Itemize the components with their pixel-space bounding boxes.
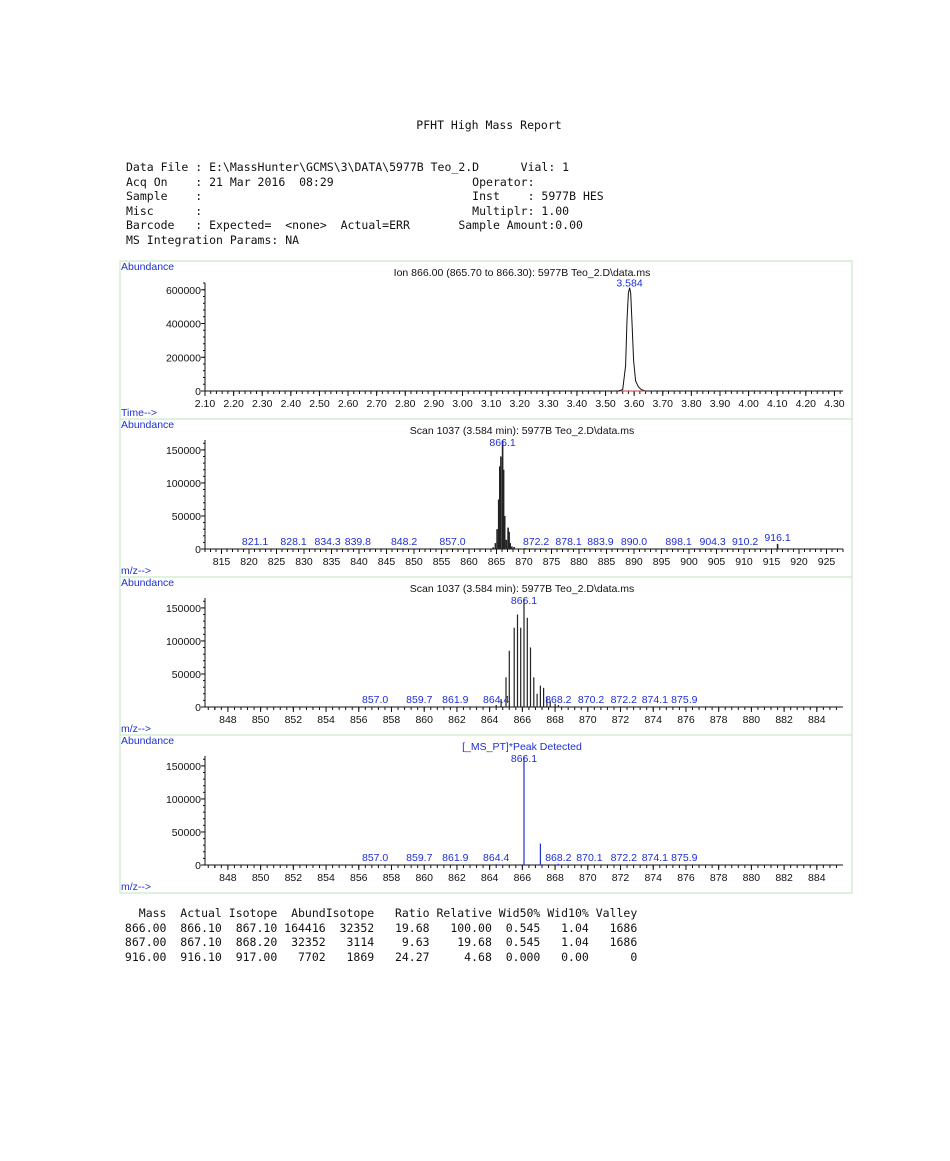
peak-label: 848.2: [390, 536, 418, 548]
x-tick-label: 882: [775, 872, 793, 884]
x-tick-label: 2.60: [337, 398, 359, 410]
chart-panel-1: [120, 261, 852, 419]
chart-frame: [120, 419, 852, 577]
y-axis-label: Abundance: [121, 261, 175, 273]
x-tick-label: 3.50: [595, 398, 616, 410]
spectrum-bar: [511, 546, 513, 549]
peak-label: 834.3: [314, 536, 341, 548]
peak-label: 872.2: [610, 852, 637, 864]
spectrum-bar: [520, 628, 521, 707]
x-axis-label: m/z-->: [121, 881, 152, 893]
spectrum-bar: [504, 516, 506, 549]
x-tick-label: 815: [212, 556, 231, 568]
x-tick-label: 915: [762, 556, 781, 568]
results-table-row: 867.00 867.10 868.20 32352 3114 9.63 19.68 0.545 1.04 1686: [118, 935, 638, 949]
x-tick-label: 858: [382, 872, 401, 884]
x-tick-label: 862: [448, 872, 466, 884]
spectrum-bar: [623, 865, 624, 866]
x-tick-label: 4.10: [766, 398, 788, 410]
x-tick-label: 3.30: [538, 398, 559, 410]
spectrum-bar: [517, 615, 518, 708]
y-tick-label: 0: [195, 386, 201, 398]
y-tick-label: 0: [195, 860, 201, 872]
x-tick-label: 2.50: [309, 398, 330, 410]
x-tick-label: 830: [295, 556, 313, 568]
x-tick-label: 872: [611, 872, 630, 884]
x-tick-label: 820: [240, 556, 258, 568]
peak-label: 857.0: [439, 536, 466, 548]
peak-label: 857.0: [361, 694, 389, 706]
peak-label: 828.1: [280, 536, 307, 548]
x-tick-label: 850: [405, 556, 423, 568]
tic-trace: [205, 288, 843, 391]
y-tick-label: 50000: [171, 826, 201, 839]
peak-label: 859.7: [406, 694, 433, 706]
x-axis-label: Time-->: [121, 407, 158, 419]
x-tick-label: 880: [742, 872, 761, 884]
x-tick-label: 874: [644, 714, 663, 726]
peak-label: 857.0: [361, 852, 389, 864]
peak-label: 910.2: [731, 536, 759, 548]
x-tick-label: 866: [513, 872, 532, 884]
x-tick-label: 3.70: [652, 398, 673, 410]
peak-label: 904.3: [699, 536, 726, 548]
x-tick-label: 2.40: [280, 398, 302, 410]
x-tick-label: 850: [251, 872, 270, 884]
x-tick-label: 845: [377, 556, 396, 568]
x-tick-label: 880: [742, 714, 761, 726]
chart-frame: [120, 735, 852, 893]
spectrum-bar: [537, 694, 538, 707]
peak-label: 861.9: [442, 852, 469, 864]
x-tick-label: 876: [677, 714, 695, 726]
x-tick-label: 3.10: [480, 398, 502, 410]
y-tick-label: 600000: [165, 284, 201, 297]
x-tick-label: 878: [709, 714, 728, 726]
spectrum-bar: [523, 598, 524, 707]
x-tick-label: 3.90: [709, 398, 731, 410]
chart-title: Scan 1037 (3.584 min): 5977B Teo_2.D\data.ms: [409, 425, 635, 437]
x-tick-label: 884: [808, 872, 826, 884]
chart-title: Scan 1037 (3.584 min): 5977B Teo_2.D\data.ms: [409, 583, 635, 595]
x-tick-label: 2.10: [194, 398, 216, 410]
x-tick-label: 866: [513, 714, 532, 726]
header-line-ms-params: MS Integration Params: NA: [126, 232, 300, 247]
x-tick-label: 910: [735, 556, 753, 568]
x-tick-label: 852: [284, 872, 303, 884]
x-tick-label: 860: [460, 556, 478, 568]
x-axis-label: m/z-->: [121, 723, 152, 735]
x-tick-label: 868: [546, 714, 564, 726]
y-tick-label: 150000: [165, 760, 201, 773]
peak-label: 866.1: [510, 595, 538, 607]
x-tick-label: 858: [382, 714, 401, 726]
spectrum-bar: [543, 688, 544, 707]
spectrum-bar: [527, 618, 528, 707]
spectrum-bar: [523, 756, 524, 865]
peak-label: 821.1: [241, 536, 269, 548]
x-tick-label: 856: [350, 872, 368, 884]
spectrum-bar: [540, 686, 541, 707]
spectrum-bar: [496, 529, 498, 549]
x-tick-label: 2.80: [395, 398, 416, 410]
y-tick-label: 200000: [165, 352, 201, 365]
peak-label: 864.4: [483, 694, 510, 706]
x-tick-label: 840: [350, 556, 368, 568]
x-tick-label: 925: [817, 556, 836, 568]
x-tick-label: 848: [219, 872, 237, 884]
x-tick-label: 855: [432, 556, 451, 568]
peak-label: 861.9: [442, 694, 469, 706]
spectrum-bar: [455, 707, 456, 708]
results-table-row: 866.00 866.10 867.10 164416 32352 19.68 100.00 0.545 1.04 1686: [118, 920, 638, 935]
x-tick-label: 3.60: [623, 398, 645, 410]
y-tick-label: 100000: [165, 635, 201, 648]
peak-label: 890.0: [620, 536, 648, 548]
report-title: PFHT High Mass Report: [416, 118, 562, 132]
x-tick-label: 4.20: [795, 398, 817, 410]
y-tick-label: 100000: [165, 477, 201, 490]
y-axis-label: Abundance: [121, 735, 175, 747]
spectrum-bar: [495, 543, 497, 549]
x-tick-label: 2.20: [223, 398, 244, 410]
results-table: [118, 906, 637, 964]
x-tick-label: 882: [775, 714, 793, 726]
header-line-barcode: Barcode : Expected= <none> Actual=ERR Sample Amount:0.00: [126, 218, 583, 232]
peak-label: 870.2: [577, 694, 605, 706]
x-tick-label: 2.70: [366, 398, 387, 410]
peak-label: 878.1: [555, 536, 582, 548]
y-axis-label: Abundance: [121, 419, 175, 431]
spectrum-bar: [496, 864, 497, 865]
x-tick-label: 876: [677, 872, 695, 884]
header-line-sample: Sample : Inst : 5977B HES: [126, 189, 604, 203]
chart-title: Ion 866.00 (865.70 to 866.30): 5977B Teo_2.D\data.ms: [393, 267, 651, 279]
x-tick-label: 848: [219, 714, 237, 726]
peak-label: 916.1: [764, 532, 791, 544]
x-tick-label: 868: [546, 872, 564, 884]
x-tick-label: 900: [680, 556, 698, 568]
header-line-data-file: Data File : E:\MassHunter\GCMS\3\DATA\5977B Teo_2.D Vial: 1: [126, 160, 570, 174]
peak-label: 839.8: [344, 536, 372, 548]
chart-panel-3: [120, 577, 852, 735]
peak-label: 872.2: [522, 536, 550, 548]
x-tick-label: 905: [707, 556, 726, 568]
peak-label: 875.9: [671, 694, 698, 706]
x-tick-label: 884: [808, 714, 826, 726]
x-tick-label: 874: [644, 872, 663, 884]
y-tick-label: 100000: [165, 793, 201, 806]
x-tick-label: 2.90: [423, 398, 445, 410]
peak-label: 864.4: [483, 852, 510, 864]
y-tick-label: 0: [195, 702, 201, 714]
chart-frame: [120, 577, 852, 735]
x-tick-label: 895: [652, 556, 671, 568]
spectrum-bar: [506, 540, 508, 549]
x-tick-label: 854: [317, 714, 335, 726]
chart-panel-4: [120, 735, 852, 893]
x-tick-label: 865: [487, 556, 506, 568]
peak-label: 3.584: [616, 277, 643, 290]
x-tick-label: 880: [570, 556, 588, 568]
header-line-misc: Misc : Multiplr: 1.00: [126, 203, 570, 218]
peak-label: 868.2: [545, 852, 572, 864]
x-tick-label: 3.00: [452, 398, 473, 410]
y-tick-label: 150000: [165, 444, 201, 457]
peak-label: 859.7: [406, 852, 433, 864]
x-tick-label: 890: [625, 556, 643, 568]
x-tick-label: 864: [480, 872, 499, 884]
spectrum-bar: [777, 544, 779, 549]
peak-label: 874.1: [641, 694, 669, 706]
x-tick-label: 835: [322, 556, 341, 568]
spectrum-bar: [509, 543, 511, 549]
peak-label: 866.1: [510, 753, 538, 765]
peak-label: 872.2: [610, 694, 637, 706]
y-tick-label: 150000: [165, 602, 201, 615]
peak-label: 875.9: [671, 852, 698, 864]
x-tick-label: 875: [542, 556, 561, 568]
x-tick-label: 860: [415, 714, 433, 726]
spectrum-bar: [530, 648, 531, 708]
x-tick-label: 3.20: [509, 398, 530, 410]
x-tick-label: 825: [267, 556, 286, 568]
y-tick-label: 50000: [171, 510, 201, 523]
x-tick-label: 856: [350, 714, 368, 726]
x-tick-label: 878: [709, 872, 728, 884]
spectrum-bar: [533, 677, 534, 707]
spectrum-bar: [375, 706, 376, 707]
spectrum-bar: [492, 547, 494, 549]
x-axis-label: m/z-->: [121, 565, 152, 577]
x-tick-label: 3.80: [681, 398, 702, 410]
spectrum-bar: [452, 548, 454, 549]
spectrum-bar: [540, 844, 541, 865]
peak-label: 866.1: [489, 437, 516, 449]
x-tick-label: 920: [790, 556, 808, 568]
spectrum-bar: [500, 457, 502, 550]
y-tick-label: 400000: [165, 318, 201, 331]
x-tick-label: 852: [284, 714, 303, 726]
y-tick-label: 50000: [171, 668, 201, 681]
peak-label: 868.2: [545, 694, 572, 706]
peak-label: 870.1: [576, 852, 603, 864]
x-tick-label: 870: [579, 872, 597, 884]
x-tick-label: 4.00: [738, 398, 759, 410]
x-tick-label: 885: [597, 556, 616, 568]
x-tick-label: 3.40: [566, 398, 588, 410]
peak-label: 874.1: [641, 852, 669, 864]
spectrum-bar: [375, 865, 376, 866]
peak-label: 883.9: [587, 536, 614, 548]
spectrum-bar: [513, 547, 515, 549]
x-tick-label: 862: [448, 714, 466, 726]
x-tick-label: 2.30: [252, 398, 273, 410]
spectrum-bar: [591, 706, 592, 707]
y-tick-label: 0: [195, 544, 201, 556]
spectrum-bar: [514, 628, 515, 707]
peak-label: 898.1: [665, 536, 692, 548]
x-tick-label: 872: [611, 714, 630, 726]
results-table-header: Mass Actual Isotope AbundIsotope Ratio Relative Wid50% Wid10% Valley: [118, 906, 638, 920]
x-tick-label: 864: [480, 714, 499, 726]
spectrum-bar: [524, 548, 526, 549]
x-tick-label: 4.30: [824, 398, 845, 410]
x-tick-label: 854: [317, 872, 335, 884]
chart-panel-2: [120, 419, 852, 577]
chart-title: [_MS_PT]*Peak Detected: [462, 741, 582, 753]
x-tick-label: 870: [579, 714, 597, 726]
x-tick-label: 870: [515, 556, 533, 568]
y-axis-label: Abundance: [121, 577, 175, 589]
spectrum-bar: [623, 706, 624, 707]
results-table-row: 916.00 916.10 917.00 7702 1869 24.27 4.68 0.000 0.00 0: [118, 949, 638, 964]
x-tick-label: 850: [251, 714, 270, 726]
x-tick-label: 860: [415, 872, 433, 884]
header-line-acq-on: Acq On : 21 Mar 2016 08:29 Operator:: [126, 174, 535, 189]
spectrum-bar: [589, 864, 590, 865]
chart-frame: [120, 261, 852, 419]
